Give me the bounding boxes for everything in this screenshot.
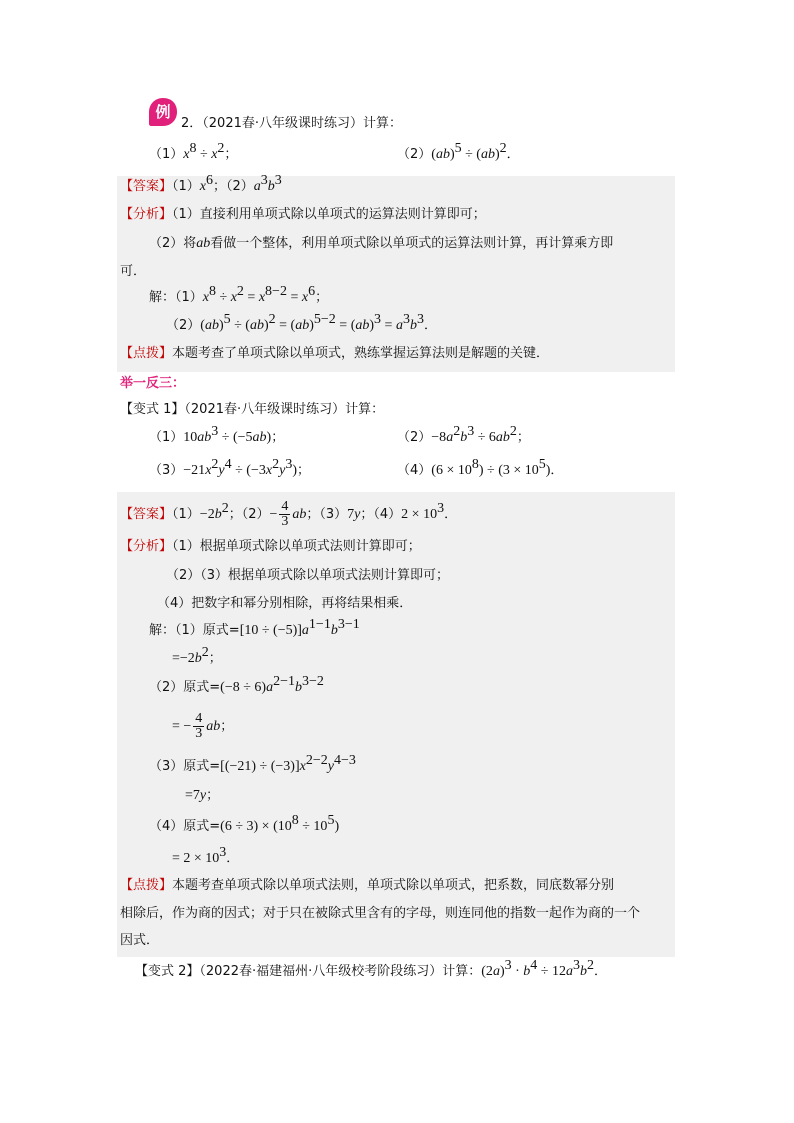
example-badge-icon [148,97,178,127]
variant1-question-2: $(2)-8a^2b^3 \div 6ab^2$； [397,424,530,445]
comment2-line-1: 【点拨】本题考查单项式除以单项式法则，单项式除以单项式，把系数，同底数幂分别 [120,878,615,893]
variant1-title: 【变式 1】（2021春·八年级课时练习）计算： [120,402,385,417]
solution2-result-2: = − $\frac{4}{3}$ ab； [172,711,234,741]
solution2-result-1: $=-2b^2$； [172,645,222,666]
solution2-result-3: =7y； [185,788,220,803]
solution2-line-4: （4）原式$=(6 \div 3) \times (10^8 \div 10^5)$ [149,813,340,834]
example-badge [148,97,178,127]
example-badge-label: 例 [155,103,171,121]
example-question-1: $(1)x^8 \div x^2$； [149,141,238,162]
example-title: 2．（2021春·八年级课时练习）计算： [181,116,402,131]
fraction-4-3: $\frac{4}{3}$ [281,499,289,529]
comment2-line-3: 因式． [120,933,160,948]
solution2-line-3: （3）原式$=[(-21) \div (-3)]x^{2-2}y^{4-3}$ [149,753,356,774]
analysis2-line-3: （4）把数字和幂分别相除，再将结果相乘． [157,596,413,611]
answer-line: 【答案】$(1)x^6$；$(2)a^3b^3$ [120,173,282,194]
example-question-2: （2）(ab)$^5$ ÷ (ab)$^2$． [397,141,520,162]
answer2-line: 【答案】$(1)-2b^2$；（2）− $\frac{4}{3}$ ab；（3）7y；$(4)2 \times 10^3$． [120,499,458,529]
fraction-4-3-b: $\frac{4}{3}$ [195,711,203,741]
analysis2-line-1: 【分析】（1）根据单项式除以单项式法则计算即可； [120,539,421,554]
analysis2-line-2: （2）（3）根据单项式除以单项式法则计算即可； [166,568,450,583]
solution2-result-4: = $2 \times 10^3$． [172,845,240,866]
practice-header: 举一反三： [120,376,186,391]
comment-line: 【点拨】本题考查了单项式除以单项式，熟练掌握运算法则是解题的关键． [120,346,550,361]
analysis-line-2: （2）将ab看做一个整体，利用单项式除以单项式的运算法则计算，再计算乘方即 [149,236,614,251]
variant1-question-1: $(1)10ab^3 \div (-5ab)$； [149,424,285,445]
solution-line-1: 解：$(1)x^8 \div x^2 = x^{8-2} = x^6$； [149,284,329,305]
solution2-line-1: 解：（1）原式$=[10 \div (-5)]a^{1-1}b^{3-1}$ [149,617,360,638]
variant1-question-4: $(4)(6 \times 10^8) \div (3 \times 10^5)$． [397,457,564,478]
analysis-line-1: 【分析】（1）直接利用单项式除以单项式的运算法则计算即可； [120,207,486,222]
solution-line-2: $(2)(ab)^5 \div (ab)^2 = (ab)^{5-2} = (ab)^3 = a^3b^3$． [166,312,437,333]
variant2-line: 【变式 2】（2022春·福建福州·八年级校考阶段练习）计算：$(2a)^3 \cdot b^4 \div 12a^3b^2$． [135,958,607,979]
solution2-line-2: （2）原式$=(-8 \div 6)a^{2-1}b^{3-2}$ [149,674,324,695]
variant1-question-3: $(3)-21x^2y^4 \div (-3x^2y^3)$； [149,457,310,478]
analysis-line-3: 可． [120,264,147,279]
comment2-line-2: 相除后，作为商的因式；对于只在被除式里含有的字母，则连同他的指数一起作为商的一个 [120,906,641,921]
